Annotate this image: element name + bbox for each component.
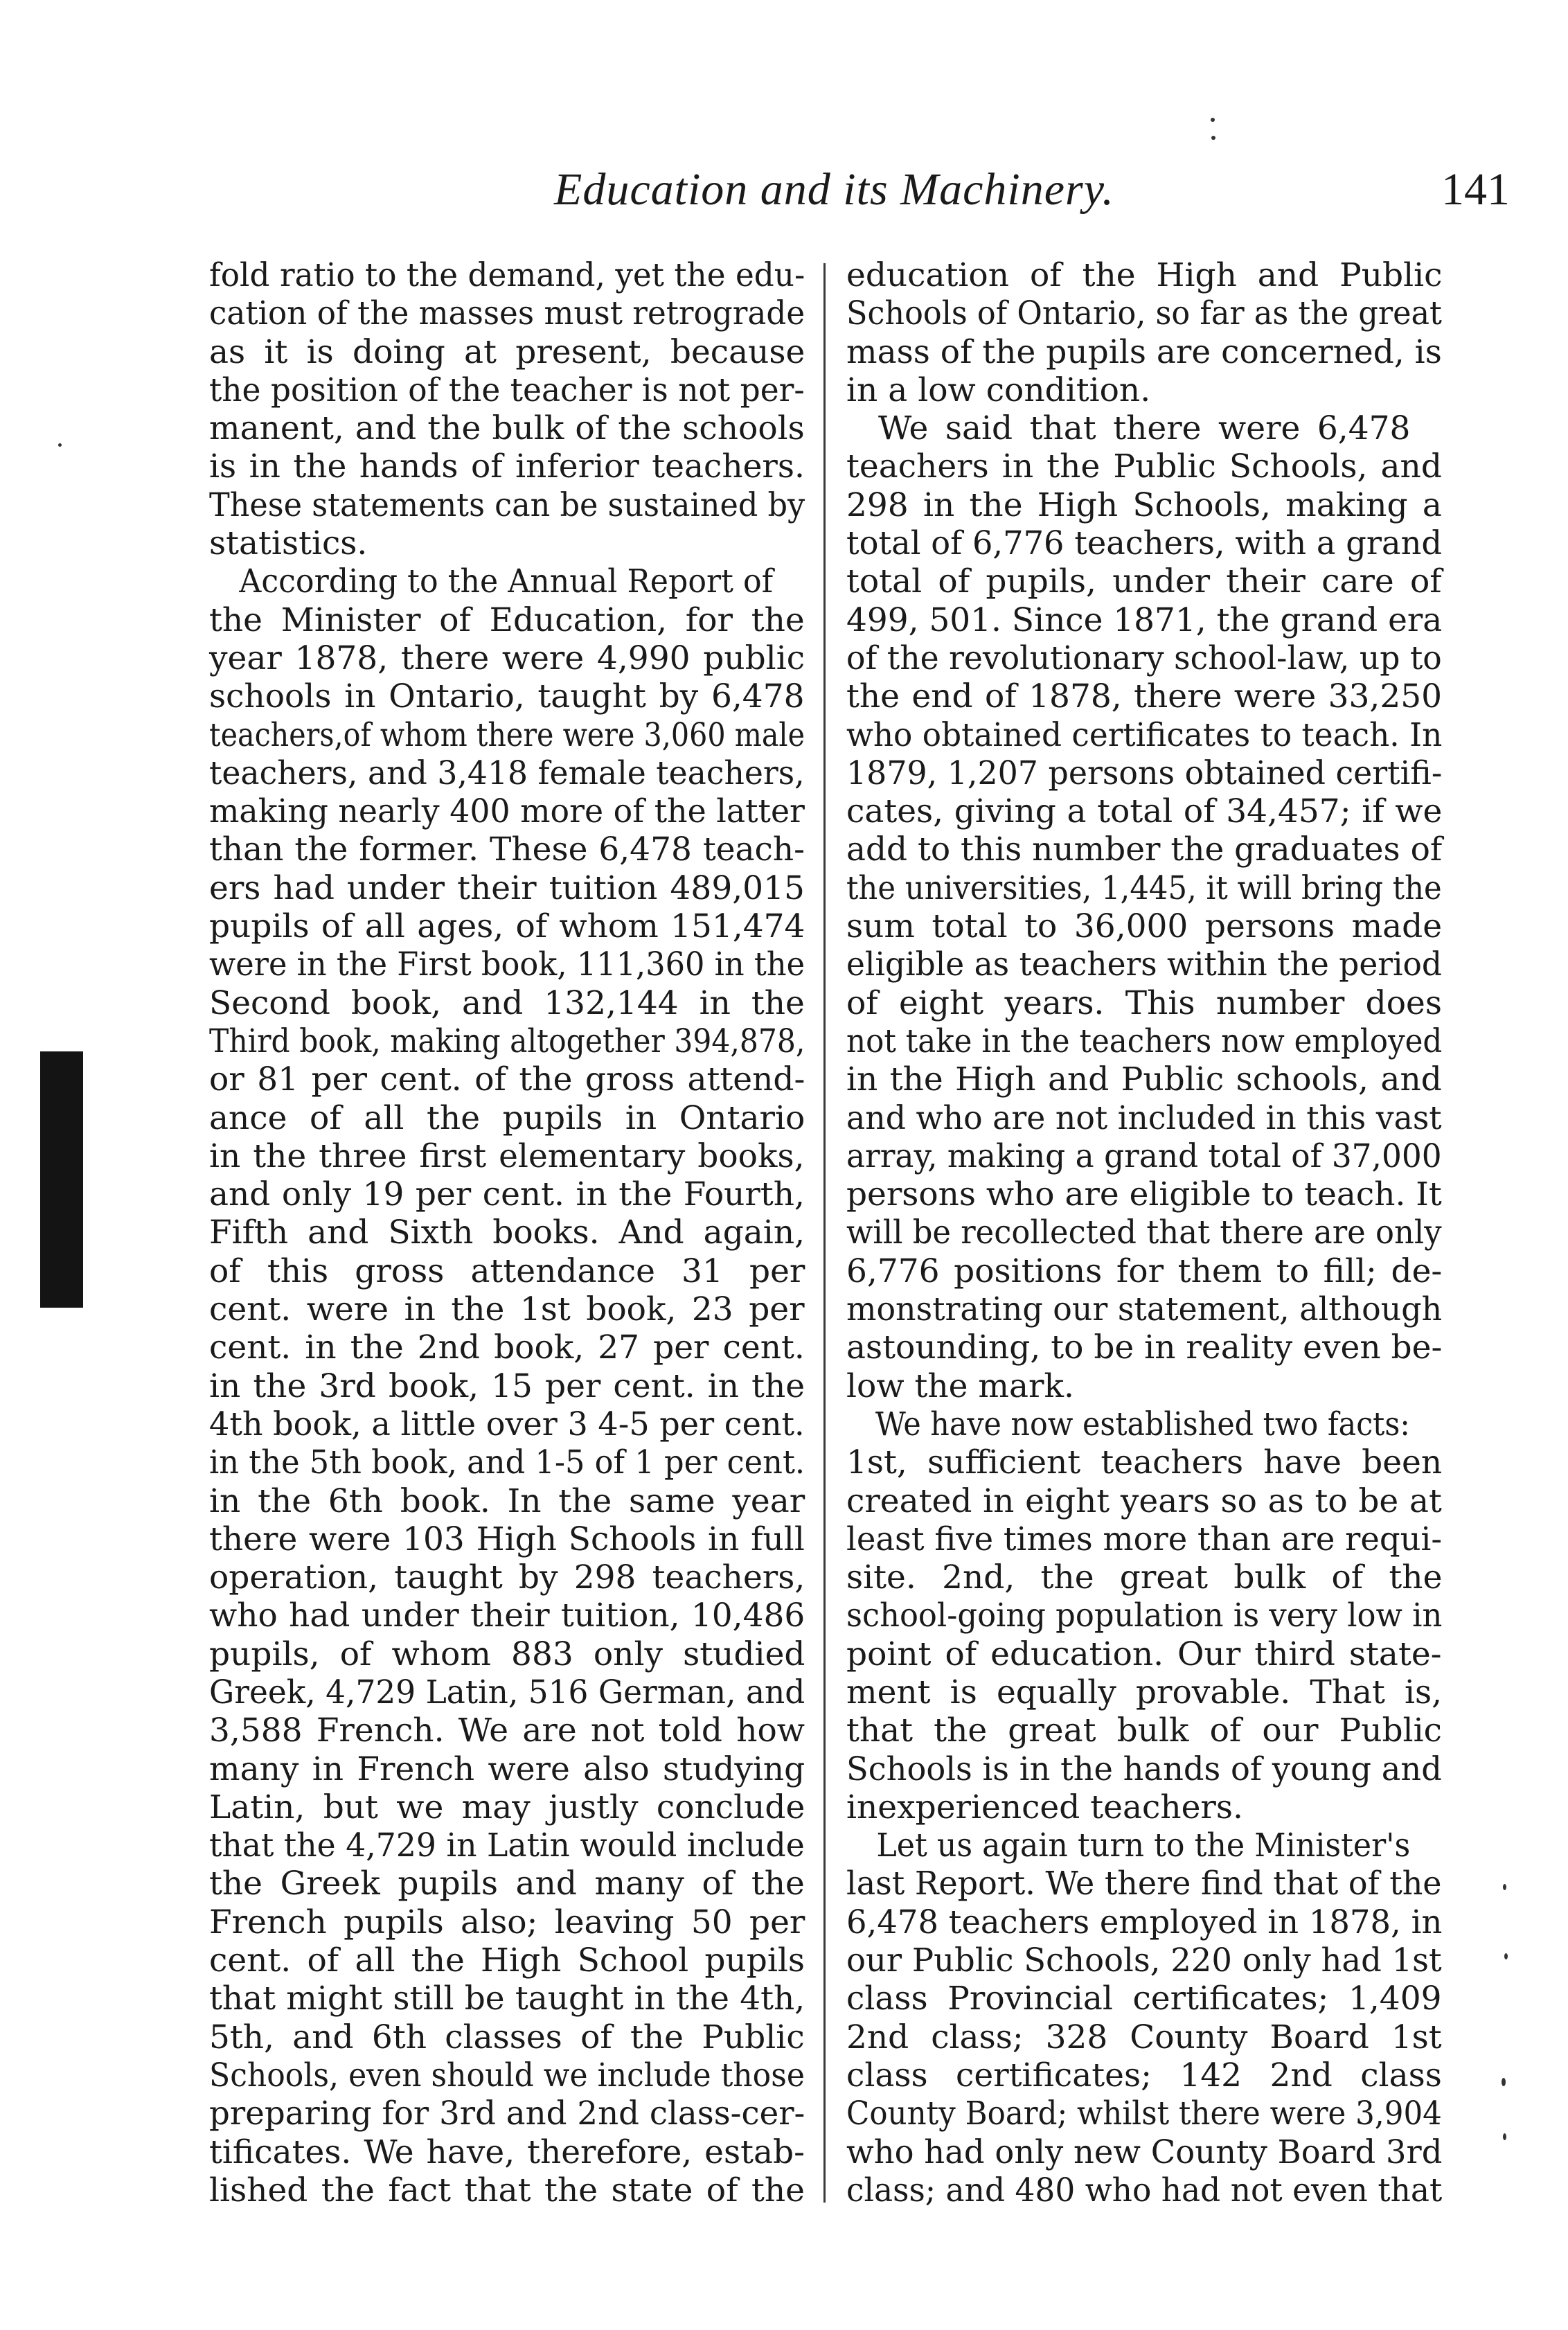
- scan-edge-mark: [40, 1051, 83, 1308]
- text-line: were in the First book, 111,360 in the: [209, 945, 805, 984]
- right-column: [846, 256, 1442, 2209]
- text-line: 2nd class; 328 County Board 1st: [846, 2018, 1442, 2056]
- scan-speck: [1502, 2078, 1506, 2086]
- scan-speck: [58, 443, 62, 447]
- text-line: the Minister of Education, for the: [209, 601, 805, 639]
- text-line: persons who are eligible to teach. It: [846, 1175, 1442, 1214]
- text-line: that might still be taught in the 4th,: [209, 1980, 805, 2018]
- text-line: 6,478 teachers employed in 1878, in: [846, 1903, 1443, 1941]
- text-line: who obtained certificates to teach. In: [846, 715, 1443, 754]
- page-number: 141: [1441, 164, 1510, 215]
- text-line: total of pupils, under their care of: [846, 562, 1442, 601]
- text-line: 499, 501. Since 1871, the grand era: [846, 601, 1443, 639]
- scan-speck: [1211, 118, 1215, 122]
- text-line: teachers,of whom there were 3,060 male: [209, 715, 805, 754]
- text-line: in the 6th book. In the same year: [209, 1482, 805, 1520]
- text-line: teachers in the Public Schools, and: [846, 447, 1442, 486]
- text-line: will be recollected that there are only: [846, 1213, 1442, 1252]
- scan-speck: [1503, 2133, 1506, 2140]
- text-line: making nearly 400 more of the latter: [209, 792, 805, 831]
- text-line: According to the Annual Report of: [239, 562, 774, 601]
- text-line: manent, and the bulk of the schools: [209, 409, 805, 448]
- text-line: our Public Schools, 220 only had 1st: [846, 1941, 1442, 1980]
- text-line: there were 103 High Schools in full: [209, 1520, 805, 1558]
- text-line: Latin, but we may justly conclude: [209, 1788, 805, 1826]
- text-line: sum total to 36,000 persons made: [846, 907, 1443, 946]
- text-line: inexperienced teachers.: [846, 1788, 1243, 1826]
- text-line: created in eight years so as to be at: [846, 1482, 1442, 1520]
- text-line: not take in the teachers now employed: [846, 1022, 1443, 1060]
- text-line: eligible as teachers within the period: [846, 945, 1442, 984]
- text-line: school-going population is very low in: [846, 1597, 1443, 1635]
- text-line: Schools, even should we include those: [209, 2056, 805, 2095]
- text-line: or 81 per cent. of the gross attend-: [209, 1060, 805, 1099]
- text-line: as it is doing at present, because: [209, 332, 805, 371]
- text-line: statistics.: [209, 524, 368, 563]
- text-line: total of 6,776 teachers, with a grand: [846, 524, 1443, 563]
- text-line: schools in Ontario, taught by 6,478: [209, 677, 805, 716]
- text-line: 6,776 positions for them to fill; de-: [846, 1252, 1443, 1290]
- text-line: class; and 480 who had not even that: [846, 2171, 1443, 2209]
- text-line: add to this number the graduates of: [846, 830, 1443, 869]
- text-line: of eight years. This number does: [846, 984, 1442, 1022]
- text-line: Third book, making altogether 394,878,: [209, 1022, 805, 1060]
- text-line: education of the High and Public: [846, 256, 1443, 294]
- text-line: than the former. These 6,478 teach-: [209, 830, 805, 869]
- text-line: class Provincial certificates; 1,409: [846, 1980, 1442, 2018]
- text-line: least five times more than are requi-: [846, 1520, 1443, 1558]
- text-line: cent. in the 2nd book, 27 per cent.: [209, 1328, 805, 1367]
- text-line: teachers, and 3,418 female teachers,: [209, 754, 805, 792]
- text-line: cent. of all the High School pupils: [209, 1941, 805, 1980]
- text-line: 5th, and 6th classes of the Public: [209, 2018, 805, 2056]
- scan-speck: [1211, 136, 1215, 140]
- running-head: [499, 163, 1510, 226]
- text-line: low the mark.: [846, 1367, 1074, 1405]
- text-line: fold ratio to the demand, yet the edu-: [209, 256, 805, 294]
- text-line: that the 4,729 in Latin would include: [209, 1826, 805, 1865]
- text-line: County Board; whilst there were 3,904: [846, 2095, 1442, 2133]
- column-rule: [823, 263, 826, 2203]
- text-line: 1st, sufficient teachers have been: [846, 1443, 1443, 1482]
- text-line: pupils of all ages, of whom 151,474: [209, 907, 805, 946]
- text-line: Schools is in the hands of young and: [846, 1750, 1442, 1788]
- text-line: 4th book, a little over 3 4-5 per cent.: [209, 1405, 805, 1443]
- text-line: of the revolutionary school-law, up to: [846, 639, 1442, 677]
- text-line: point of education. Our third state-: [846, 1635, 1442, 1673]
- text-line: ment is equally provable. That is,: [846, 1673, 1443, 1711]
- text-line: of this gross attendance 31 per: [209, 1252, 805, 1290]
- running-title: Education and its Machinery.: [554, 164, 1114, 215]
- text-line: mass of the pupils are concerned, is: [846, 332, 1442, 371]
- scan-speck: [1504, 1953, 1508, 1959]
- text-line: We said that there were 6,478: [878, 409, 1411, 448]
- text-line: in the three first elementary books,: [209, 1137, 805, 1175]
- text-line: the position of the teacher is not per-: [209, 371, 805, 409]
- text-line: year 1878, there were 4,990 public: [209, 639, 805, 677]
- text-line: pupils, of whom 883 only studied: [209, 1635, 805, 1673]
- text-line: These statements can be sustained by: [209, 486, 805, 524]
- text-line: monstrating our statement, although: [846, 1290, 1443, 1329]
- text-line: many in French were also studying: [209, 1750, 805, 1788]
- text-line: operation, taught by 298 teachers,: [209, 1558, 805, 1597]
- text-line: in the 5th book, and 1-5 of 1 per cent.: [209, 1443, 805, 1482]
- text-line: class certificates; 142 2nd class: [846, 2056, 1442, 2095]
- text-line: ance of all the pupils in Ontario: [209, 1099, 805, 1137]
- text-line: Greek, 4,729 Latin, 516 German, and: [209, 1673, 805, 1711]
- text-line: the universities, 1,445, it will bring the: [846, 869, 1442, 907]
- text-line: cates, giving a total of 34,457; if we: [846, 792, 1443, 831]
- text-line: who had under their tuition, 10,486: [209, 1597, 805, 1635]
- text-line: Fifth and Sixth books. And again,: [209, 1213, 805, 1252]
- text-line: 1879, 1,207 persons obtained certifi-: [846, 754, 1443, 792]
- text-line: in the 3rd book, 15 per cent. in the: [209, 1367, 805, 1405]
- left-column: [209, 256, 805, 2209]
- text-line: cent. were in the 1st book, 23 per: [209, 1290, 805, 1329]
- text-line: and who are not included in this vast: [846, 1099, 1442, 1137]
- text-line: 298 in the High Schools, making a: [846, 486, 1442, 524]
- text-line: astounding, to be in reality even be-: [846, 1328, 1443, 1367]
- text-line: 3,588 French. We are not told how: [209, 1711, 805, 1750]
- scan-speck: [1503, 1884, 1506, 1890]
- text-line: Schools of Ontario, so far as the great: [846, 294, 1442, 333]
- text-line: the Greek pupils and many of the: [209, 1865, 805, 1903]
- text-line: is in the hands of inferior teachers.: [209, 447, 805, 486]
- text-line: preparing for 3rd and 2nd class-cer-: [209, 2095, 805, 2133]
- text-line: site. 2nd, the great bulk of the: [846, 1558, 1443, 1597]
- text-line: array, making a grand total of 37,000: [846, 1137, 1442, 1175]
- text-line: the end of 1878, there were 33,250: [846, 677, 1443, 716]
- text-line: and only 19 per cent. in the Fourth,: [209, 1175, 805, 1214]
- text-line: that the great bulk of our Public: [846, 1711, 1442, 1750]
- text-line: French pupils also; leaving 50 per: [209, 1903, 805, 1941]
- text-line: cation of the masses must retrograde: [209, 294, 805, 333]
- text-line: Second book, and 132,144 in the: [209, 984, 805, 1022]
- text-line: Let us again turn to the Minister's: [876, 1826, 1411, 1865]
- text-line: tificates. We have, therefore, estab-: [209, 2133, 805, 2171]
- text-line: who had only new County Board 3rd: [846, 2133, 1443, 2171]
- text-line: in a low condition.: [846, 371, 1151, 409]
- text-line: in the High and Public schools, and: [846, 1060, 1442, 1099]
- text-line: ers had under their tuition 489,015: [209, 869, 805, 907]
- text-line: lished the fact that the state of the: [209, 2171, 805, 2209]
- text-line: We have now established two facts:: [875, 1405, 1410, 1443]
- text-line: last Report. We there find that of the: [846, 1865, 1442, 1903]
